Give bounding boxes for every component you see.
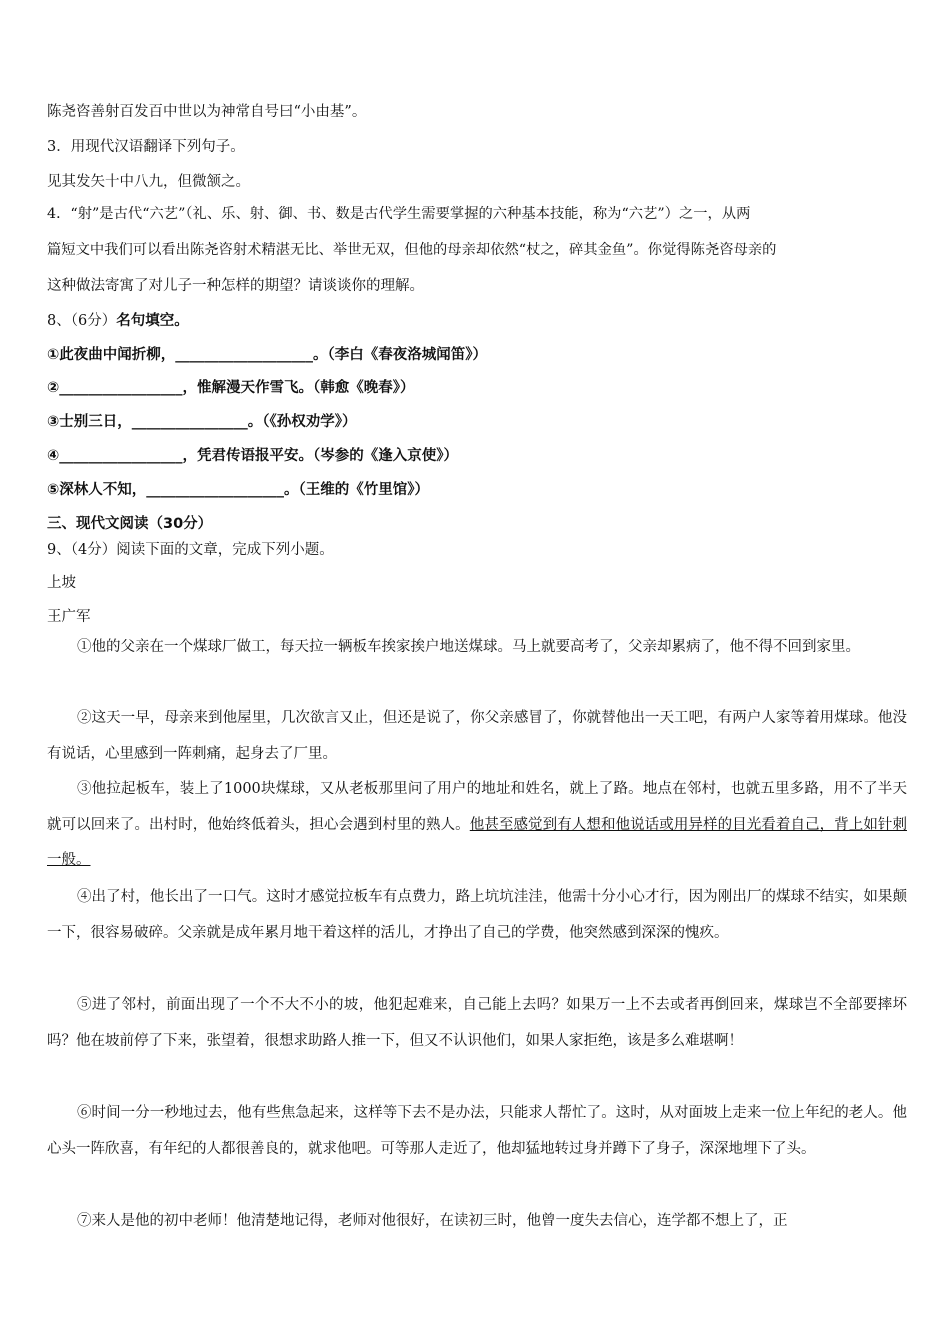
question-9-title: 9、（4分）阅读下面的文章，完成下列小题。 — [47, 542, 334, 558]
fill-blank-item: ①此夜曲中闻折柳，___________________。（李白《春夜洛城闻笛》） — [47, 347, 488, 363]
text-line: 见其发矢十中八九，但微颔之。 — [47, 174, 250, 190]
paragraph-3-text: ③他拉起板车，装上了1000块煤球，又从老板那里问了用户的地址和姓名，就上了路。地点在邻村，也就五里多路，用不了半天就可以回来了。出村时，他始终低着头，担心会遇到村里的熟人。 — [47, 781, 907, 833]
fill-blank-item: ⑤深林人不知，___________________。（王维的《竹里馆》） — [47, 482, 430, 498]
question-8-prefix: 8、（6分） — [47, 313, 117, 329]
question-4-line: 篇短文中我们可以看出陈尧咨射术精湛无比、举世无双，但他的母亲却依然“杖之，碎其金鱼”。你觉得陈尧咨母亲的 — [47, 242, 777, 258]
article-title: 上坡 — [47, 575, 76, 591]
article-paragraph-5: ⑤进了邻村，前面出现了一个不大不小的坡，他犯起难来，自己能上去吗？如果万一上不去或者再倒回来，煤球岂不全部要摔坏吗？他在坡前停了下来，张望着，很想求助路人推一下，但又不认识他们，如果人家拒绝，该是多么难堪啊！ — [47, 997, 907, 1049]
article-paragraph-2: ②这天一早，母亲来到他屋里，几次欲言又止，但还是说了，你父亲感冒了，你就替他出一天工吧，有两户人家等着用煤球。他没有说话，心里感到一阵刺痛，起身去了厂里。 — [47, 710, 907, 762]
article-paragraph-6: ⑥时间一分一秒地过去，他有些焦急起来，这样等下去不是办法，只能求人帮忙了。这时，从对面坡上走来一位上年纪的老人。他心头一阵欣喜，有年纪的人都很善良的，就求他吧。可等那人走近了，他却猛地转过身并蹲下了身子，深深地埋下了头。 — [47, 1105, 907, 1157]
article-paragraph-4: ④出了村，他长出了一口气。这时才感觉拉板车有点费力，路上坑坑洼洼，他需十分小心才行，因为刚出厂的煤球不结实，如果颠一下，很容易破碎。父亲就是成年累月地干着这样的活儿，才挣出了自己的学费，他突然感到深深的愧疚。 — [47, 889, 907, 941]
fill-blank-item: ④_________________，凭君传语报平安。（岑参的《逢入京使》） — [47, 448, 459, 464]
article-paragraph-1: ①他的父亲在一个煤球厂做工，每天拉一辆板车挨家挨户地送煤球。马上就要高考了，父亲却累病了，他不得不回到家里。 — [77, 639, 860, 655]
article-author: 王广军 — [47, 609, 91, 625]
article-paragraph-7: ⑦来人是他的初中老师！他清楚地记得，老师对他很好，在读初三时，他曾一度失去信心，连学都不想上了，正 — [77, 1213, 788, 1229]
fill-blank-item: ③士别三日，________________。（《孙权劝学》） — [47, 414, 357, 430]
section-heading: 三、现代文阅读（30分） — [47, 516, 213, 532]
text-line: 陈尧咨善射百发百中世以为神常自号曰“小由基”。 — [47, 104, 367, 120]
question-8-title — [47, 311, 907, 331]
underlined-sentence: 他甚至感觉到有人想和他说话或用异样的目光看着自己，背上如针刺一般。 — [47, 816, 907, 868]
fill-blank-item: ②_________________，惟解漫天作雪飞。（韩愈《晚春》） — [47, 380, 415, 396]
article-paragraph-3 — [47, 772, 907, 879]
question-4: 4．“射”是古代“六艺”（礼、乐、射、御、书、数是古代学生需要掌握的六种基本技能，称为“六艺”）之一，从两 — [47, 206, 751, 222]
question-8-instruction: 名句填空。 — [116, 313, 189, 329]
question-4-line: 这种做法寄寓了对儿子一种怎样的期望？请谈谈你的理解。 — [47, 278, 424, 294]
question-3: 3．用现代汉语翻译下列句子。 — [47, 139, 245, 155]
